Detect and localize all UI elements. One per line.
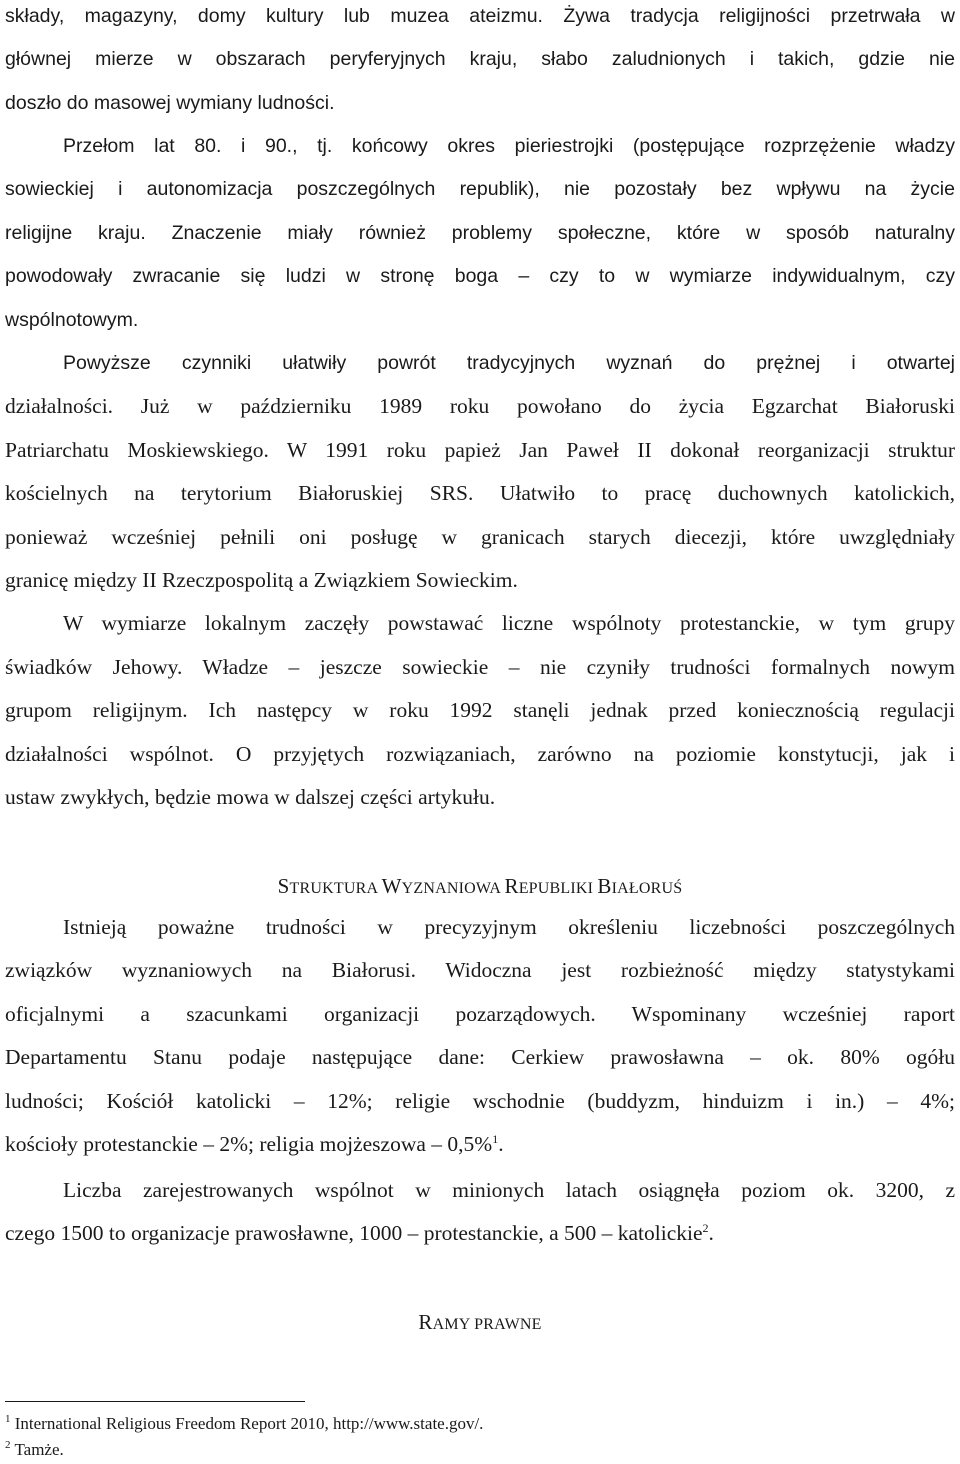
section-heading: STRUKTURA WYZNANIOWA REPUBLIKI BIAŁORUŚ [277, 874, 683, 898]
paragraph-line: działalności. Już w październiku 1989 roku powołano do życia Egzarchat Białoruski [5, 394, 955, 418]
paragraph-line: religijne kraju. Znaczenie miały również problemy społeczne, które w sposób naturalny [5, 222, 955, 244]
paragraph-line: związków wyznaniowych na Białorusi. Widoczna jest rozbieżność między statystykami [5, 958, 955, 982]
paragraph-line: Przełom lat 80. i 90., tj. końcowy okres pieriestrojki (postępujące rozprzężenie władzy [63, 135, 955, 157]
paragraph-line: W wymiarze lokalnym zaczęły powstawać liczne wspólnoty protestanckie, w tym grupy [63, 611, 955, 635]
footnote-number: 1 [5, 1413, 11, 1425]
paragraph-line: wspólnotowym. [5, 309, 139, 331]
paragraph-line: świadków Jehowy. Władze – jeszcze sowieckie – nie czyniły trudności formalnych nowym [5, 655, 955, 679]
paragraph-line: głównej mierze w obszarach peryferyjnych kraju, słabo zaludnionych i takich, gdzie nie [5, 48, 955, 70]
footnote [5, 1413, 483, 1435]
paragraph-line: oficjalnymi a szacunkami organizacji pozarządowych. Wspominany wcześniej raport [5, 1002, 955, 1026]
footnote-number: 2 [5, 1439, 11, 1451]
footnote [5, 1439, 64, 1461]
paragraph-line: kościoły protestanckie – 2%; religia mojżeszowa – 0,5%$^1$. [5, 1132, 504, 1156]
paragraph-line: grupom religijnym. Ich następcy w roku 1992 stanęli jednak przed koniecznością regulacji [5, 698, 955, 722]
footnote-text: Tamże. [14, 1440, 64, 1459]
footnote-separator [5, 1401, 305, 1402]
paragraph-line: ustaw zwykłych, będzie mowa w dalszej części artykułu. [5, 785, 496, 809]
paragraph-line: Powyższe czynniki ułatwiły powrót tradycyjnych wyznań do prężnej i otwartej [63, 352, 955, 374]
footnote-ref-2[interactable]: 2 [702, 1221, 709, 1235]
paragraph-line: Liczba zarejestrowanych wspólnot w minionych latach osiągnęła poziom ok. 3200, z [63, 1178, 955, 1202]
paragraph-line: Departamentu Stanu podaje następujące dane: Cerkiew prawosławna – ok. 80% ogółu [5, 1045, 955, 1069]
paragraph-line: Patriarchatu Moskiewskiego. W 1991 roku papież Jan Paweł II dokonał reorganizacji struktur [5, 438, 955, 462]
paragraph-line: granicę między II Rzeczpospolitą a Związkiem Sowieckim. [5, 568, 518, 592]
paragraph-line: działalności wspólnot. O przyjętych rozwiązaniach, zarówno na poziomie konstytucji, jak i [5, 742, 955, 766]
paragraph-line: doszło do masowej wymiany ludności. [5, 92, 335, 114]
paragraph-line: kościelnych na terytorium Białoruskiej SRS. Ułatwiło to pracę duchownych katolickich, [5, 481, 955, 505]
paragraph-line: Istnieją poważne trudności w precyzyjnym określeniu liczebności poszczególnych [63, 915, 955, 939]
paragraph-line: ponieważ wcześniej pełnili oni posługę w granicach starych diecezji, które uwzględniały [5, 525, 955, 549]
paragraph-line: sowieckiej i autonomizacja poszczególnych republik), nie pozostały bez wpływu na życie [5, 178, 955, 200]
footnote-text: International Religious Freedom Report 2010, http://www.state.gov/. [14, 1414, 484, 1433]
section-heading: RAMY PRAWNE [418, 1310, 542, 1334]
paragraph-line: powodowały zwracanie się ludzi w stronę boga – czy to w wymiarze indywidualnym, czy [5, 265, 955, 287]
paragraph-line: składy, magazyny, domy kultury lub muzea ateizmu. Żywa tradycja religijności przetrwała w [5, 5, 955, 27]
footnote-ref-1[interactable]: 1 [492, 1132, 499, 1146]
paragraph-line: czego 1500 to organizacje prawosławne, 1000 – protestanckie, a 500 – katolickie$^2$. [5, 1221, 714, 1245]
paragraph-line: ludności; Kościół katolicki – 12%; religie wschodnie (buddyzm, hinduizm i in.) – 4%; [5, 1089, 955, 1113]
